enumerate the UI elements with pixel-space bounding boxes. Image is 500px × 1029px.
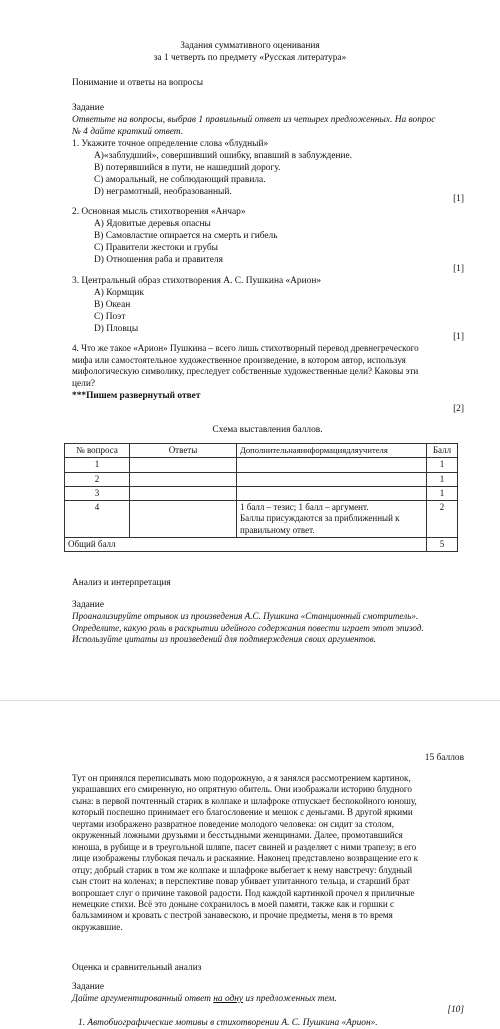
row-info-line-2: Баллы присуждаются за приближенный к [240,513,400,524]
q1-option-a: A)«заблудший», совершивший ошибку, впавший в заблуждение. [94,151,353,162]
section-heading-evaluation: Оценка и сравнительный анализ [72,963,202,973]
question-3: 3. Центральный образ стихотворения А. С. Пушкина «Арион» [72,276,322,286]
excerpt-line: окруженный ложными друзьями и бесстыдными женщинами. Далее, промотавшийся [72,830,403,841]
row-info [237,472,427,486]
excerpt-line: сына: в первой почтенный старик в колпаке и шлафроке отпускает беспокойного юношу, [72,795,417,806]
row-num: 1 [65,458,130,472]
task-label: Задание [72,600,104,610]
excerpt-line: который поспешно принимает его благословение и мешок с деньгами. В другой яркими [72,807,413,818]
excerpt-line: окружавшие. [72,921,123,932]
question-2: 2. Основная мысль стихотворения «Анчар» [72,207,246,217]
header-score: Балл [427,444,458,458]
section3-task-block [72,981,472,1005]
section3-score: [10] [447,1005,464,1015]
excerpt-line: чертами изображено развратное поведение молодого человека: он сидит за столом, [72,818,395,829]
excerpt-line: отцу; добрый старик в том же колпаке и шлафроке выбегает к нему навстречу: блудный [72,864,413,875]
row-score: 1 [427,458,458,472]
q3-score: [1] [453,332,464,342]
row-info [237,501,427,538]
row-info [237,486,427,500]
question-4-block [72,343,466,402]
section2-line-3: Используйте цитаты из произведений для подтверждения своих аргументов. [72,634,377,645]
table-header-row [65,444,458,458]
header-info: Дополнительнаяинформациядляучителя [237,444,427,458]
row-answer [130,501,237,538]
q4-line-1: 4. Что же такое «Арион» Пушкина – всего лишь стихотворный перевод древнегреческого [72,343,419,353]
story-excerpt [72,773,466,933]
total-label: Общий балл [65,537,427,551]
excerpt-line: украшавших его смиренную, но опрятную обитель. Они изображали историю блудного [72,784,412,795]
question-3-block [72,275,452,335]
header-answers: Ответы [130,444,237,458]
row-score: 2 [427,501,458,538]
excerpt-line: лице изображены глубокая печаль и раскаяние. Наконец представлено возвращение его к [72,853,419,864]
question-2-options [72,218,452,266]
scheme-title: Схема выставления баллов. [212,425,323,435]
q2-option-d: D) Отношения раба и правителя [94,255,223,266]
instruction-line-2: № 4 дайте краткий ответ. [72,127,184,138]
q4-line-3: мифологическую символику, преследует собственные художественные цели? Каковы эти [72,366,419,377]
row-num: 2 [65,472,130,486]
instruction-part-2: из предложенных тем. [243,994,337,1005]
instruction-line-1: Ответьте на вопросы, выбрав 1 правильный ответ из четырех предложенных. На вопрос [72,115,436,126]
section2-line-1: Проанализируйте отрывок из произведения А.С. Пушкина «Станционный смотритель». [72,611,419,622]
q1-option-b: B) потерявшийся в пути, не нашедший дорогу. [94,163,281,174]
instruction-part-1: Дайте аргументированный ответ [72,994,214,1005]
row-info [237,458,427,472]
q4-line-4: цели? [72,378,96,389]
q2-option-b: B) Самовластие опирается на смерть и гибель [94,231,278,242]
section1-task-block [72,102,472,198]
q1-option-d: D) неграмотный, необразованный. [94,187,232,198]
q4-score: [2] [453,404,464,414]
essay-topic-1: 1. Автобиографические мотивы в стихотворении А. С. Пушкина «Арион». [78,1018,378,1028]
q3-option-d: D) Пловцы [94,324,139,335]
excerpt-line: юноша, в рубище и в треугольной шляпе, пасет свиней и разделяет с ними трапезу; в его [72,841,417,852]
table-row [65,472,458,486]
question-3-options [72,287,452,335]
title-line-1: Задания суммативного оценивания [180,41,320,51]
table-row [65,501,458,538]
row-score: 1 [427,486,458,500]
row-answer [130,472,237,486]
excerpt-line: бальзамином и кровать с пестрой занавескою, и прочие предметы, меня в то время [72,910,393,921]
row-answer [130,486,237,500]
q3-option-c: C) Поэт [94,312,126,323]
row-info-line-1: 1 балл – тезис; 1 балл – аргумент. [240,502,369,512]
q2-score: [1] [453,264,464,274]
q1-score: [1] [453,194,464,204]
section-heading-analysis: Анализ и интерпретация [72,578,171,588]
excerpt-line: немецкие стихи. Всё это доныне сохранилось в моей памяти, также как и горшки с [72,898,395,909]
q4-line-2: мифа или самостоятельное художественное произведение, в котором автор, используя [72,354,406,365]
excerpt-line: вопрошает слуг о причине таковой радости. Под каждой картинкой прочел я приличные [72,887,415,898]
question-1: 1. Укажите точное определение слова «блудный» [72,139,269,150]
excerpt-line: Тут он принялся переписывать мою подорожную, а я занялся рассмотрением картинок, [72,773,411,783]
section2-task-block [72,599,472,646]
task-label: Задание [72,103,104,113]
q3-option-b: B) Океан [94,300,131,311]
document-title [0,40,500,64]
row-answer [130,458,237,472]
row-num: 3 [65,486,130,500]
q4-extended-note: ***Пишем развернутый ответ [72,390,201,401]
q1-option-c: C) аморальный, не соблюдающий правила. [94,175,266,186]
title-line-2: за 1 четверть по предмету «Русская литература» [153,53,347,64]
instruction-underlined: на одну [213,994,244,1005]
q3-option-a: A) Кормщик [94,288,144,299]
table-row [65,458,458,472]
row-info-line-3: правильному ответ. [240,524,315,535]
header-num: № вопроса [65,444,130,458]
section2-line-2: Определите, какую роль в раскрытии идейного содержания повести играет этот эпизод. [72,622,424,633]
excerpt-line: сын стоит на коленах; в перспективе повар убивает упитанного тельца, и старший брат [72,876,410,887]
row-num: 4 [65,501,130,538]
scoring-table [64,443,458,552]
task-score-label: 15 баллов [424,753,464,763]
task-label: Задание [72,982,104,992]
table-total-row [65,537,458,551]
q2-option-c: C) Правители жестоки и грубы [94,243,218,254]
row-score: 1 [427,472,458,486]
page-break [0,700,500,701]
section-heading-understanding: Понимание и ответы на вопросы [72,78,204,88]
question-1-options [72,150,472,198]
q2-option-a: A) Ядовитые деревья опасны [94,219,211,230]
question-2-block [72,206,452,266]
table-row [65,486,458,500]
total-value: 5 [427,537,458,551]
